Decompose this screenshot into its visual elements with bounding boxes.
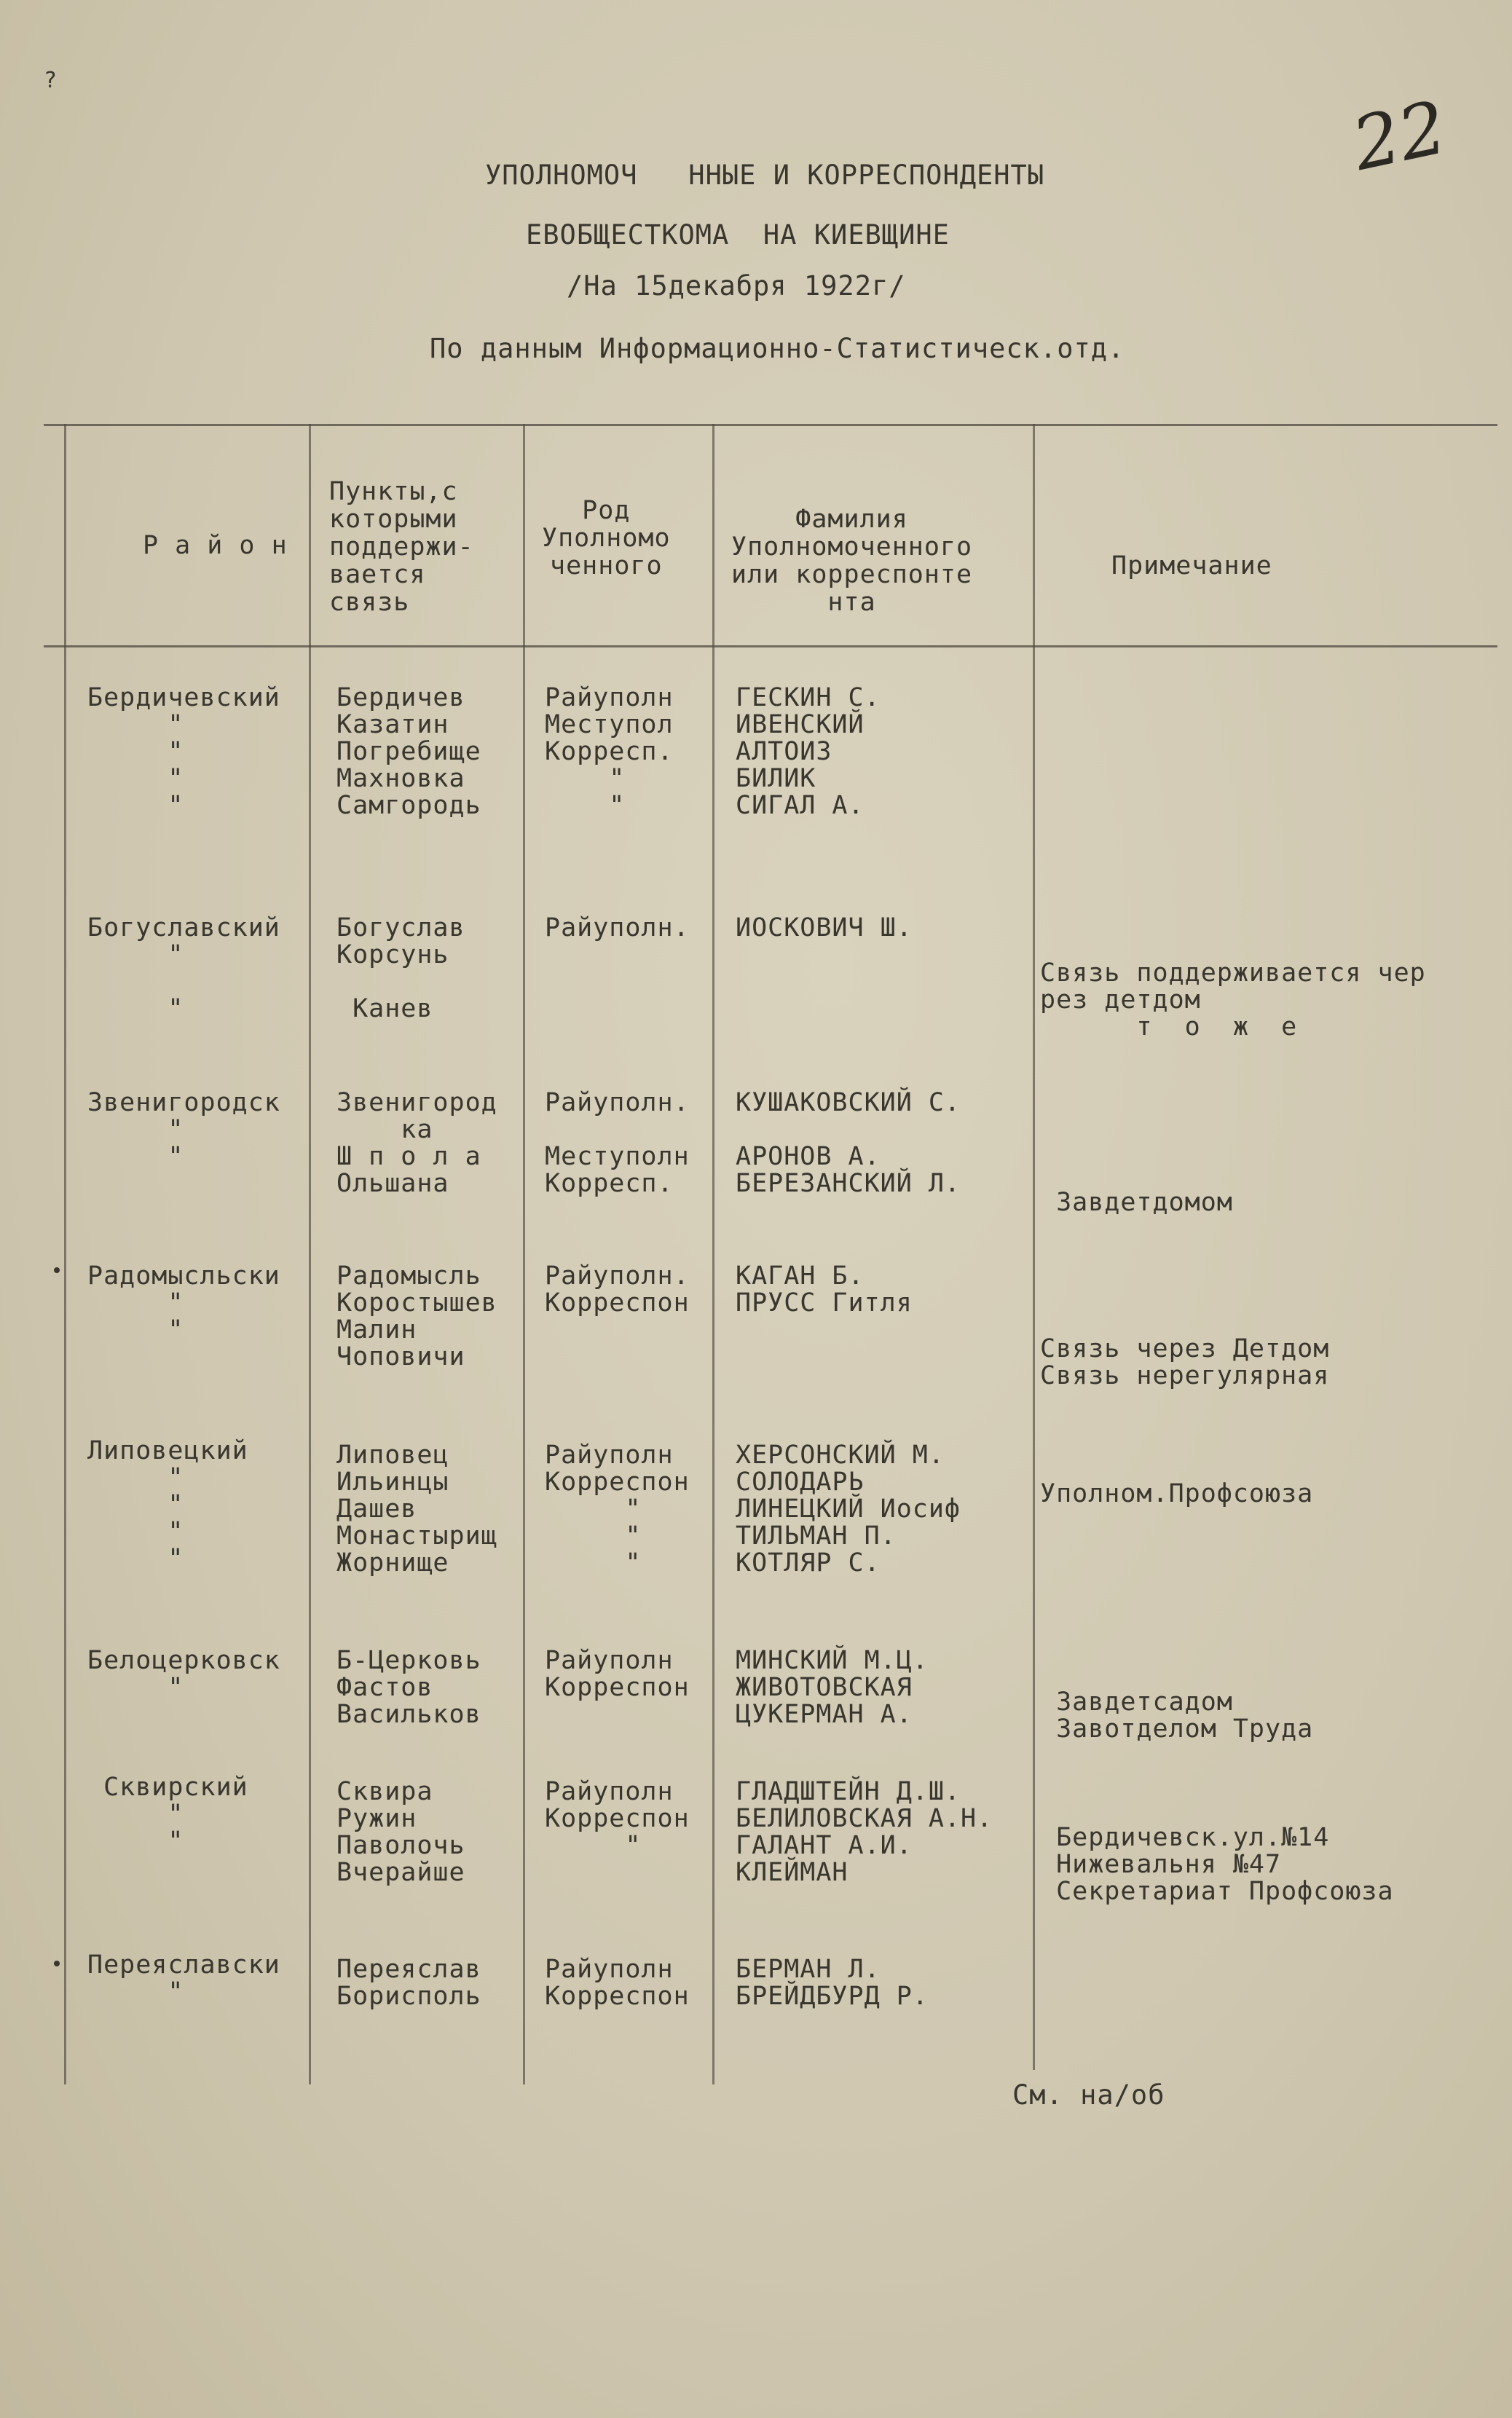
title-line-4: По данным Информационно-Статистическ.отд. <box>430 333 1125 364</box>
ink-dot <box>54 1961 60 1966</box>
column-header-familiya: Фамилия Уполномоченного или корреспонте нта <box>731 505 973 617</box>
group-familiya: КУШАКОВСКИЙ С. АРОНОВ А. БЕРЕЗАНСКИЙ Л. <box>736 1088 961 1198</box>
title-line-3: /На 15декабря 1922г/ <box>567 270 906 302</box>
group-rod: Райуполн. <box>545 913 690 942</box>
group-primechanie: Связь поддерживается чер рез детдом т о ж е <box>1040 958 1426 1041</box>
column-header-raion: Р а й о н <box>143 531 288 560</box>
group-rod: Райуполн. Корреспон <box>545 1261 690 1318</box>
group-rod: Райуполн Меступол Корресп. " " <box>545 683 674 820</box>
group-punkty: Переяслав Борисполь <box>336 1955 481 2011</box>
group-familiya: МИНСКИЙ М.Ц. ЖИВОТОВСКАЯ ЦУКЕРМАН А. <box>736 1646 929 1729</box>
group-primechanie: Уполном.Профсоюза <box>1040 1479 1314 1508</box>
group-punkty: Радомысль Коростышев Малин Чоповичи <box>336 1261 497 1371</box>
group-familiya: КАГАН Б. ПРУСС Гитля <box>736 1261 913 1318</box>
group-raion: Липовецкий " " " " <box>87 1436 248 1573</box>
group-primechanie: Завдетсадом Завотделом Труда <box>1056 1688 1314 1744</box>
group-raion: Бердичевский " " " " <box>87 683 280 820</box>
group-rod: Райуполн Корреспон <box>545 1646 690 1702</box>
group-primechanie: Бердичевск.ул.№14 Нижевальня №47 Секретариат Профсоюза <box>1056 1823 1394 1906</box>
corner-mark: ? <box>44 68 58 93</box>
column-header-punkty: Пункты,с которыми поддержи- вается связь <box>329 477 474 617</box>
table-header-rule <box>44 645 1497 647</box>
group-punkty: Б-Церковь Фастов Васильков <box>336 1646 481 1729</box>
group-familiya: ГЕСКИН С. ИВЕНСКИЙ АЛТОИЗ БИЛИК СИГАЛ А. <box>736 683 881 820</box>
group-rod: Райуполн Корреспон <box>545 1955 690 2011</box>
turn-over-note: См. на/об <box>1012 2079 1165 2111</box>
group-familiya: БЕРМАН Л. БРЕЙДБУРД Р. <box>736 1955 929 2011</box>
group-familiya: ИОСКОВИЧ Ш. <box>736 913 913 942</box>
group-rod: Райуполн Корреспон " " " <box>545 1441 690 1578</box>
group-familiya: ГЛАДШТЕЙН Д.Ш. БЕЛИЛОВСКАЯ А.Н. ГАЛАНТ А.И. КЛЕЙМАН <box>736 1777 993 1887</box>
table-col-rule-2 <box>523 424 525 2084</box>
group-raion: Белоцерковск " <box>87 1646 280 1702</box>
table-col-rule-3 <box>712 424 714 2084</box>
group-raion: Переяславски " <box>87 1950 280 2007</box>
group-familiya: ХЕРСОНСКИЙ М. СОЛОДАРЬ ЛИНЕЦКИЙ Иосиф ТИЛЬМАН П. КОТЛЯР С. <box>736 1441 961 1578</box>
group-primechanie: Связь через Детдом Связь нерегулярная <box>1040 1334 1330 1390</box>
group-raion: Богуславский " " <box>87 913 280 1023</box>
table-left-rule <box>64 424 66 2084</box>
table-col-rule-4 <box>1033 424 1035 2070</box>
table-col-rule-1 <box>309 424 311 2084</box>
group-raion: Радомысльски " " <box>87 1261 280 1344</box>
group-primechanie: Завдетдомом <box>1056 1188 1233 1217</box>
page-number: 22 <box>1345 84 1454 187</box>
group-raion: Звенигородск " " <box>87 1088 280 1171</box>
table-top-rule <box>44 424 1497 426</box>
group-punkty: Богуслав Корсунь Канев <box>336 913 465 1023</box>
group-rod: Райуполн Корреспон " <box>545 1777 690 1860</box>
title-line-1: УПОЛНОМОЧ ННЫЕ И КОРРЕСПОНДЕНТЫ <box>485 160 1045 191</box>
group-raion: Сквирский " " <box>103 1773 248 1856</box>
title-line-2: ЕВОБЩЕСТКОМА НА КИЕВЩИНЕ <box>526 219 950 251</box>
group-punkty: Звенигород ка Ш п о л а Ольшана <box>336 1088 497 1198</box>
group-punkty: Бердичев Казатин Погребище Махновка Самгородь <box>336 683 481 820</box>
group-punkty: Сквира Ружин Паволочь Вчерайше <box>336 1777 465 1887</box>
column-header-rod: Род Уполномо ченного <box>542 496 671 580</box>
column-header-primechanie: Примечание <box>1111 551 1272 580</box>
ink-dot <box>54 1267 60 1273</box>
group-rod: Райуполн. Меступолн Корресп. <box>545 1088 690 1198</box>
group-punkty: Липовец Ильинцы Дашев Монастырищ Жорнище <box>336 1441 497 1578</box>
